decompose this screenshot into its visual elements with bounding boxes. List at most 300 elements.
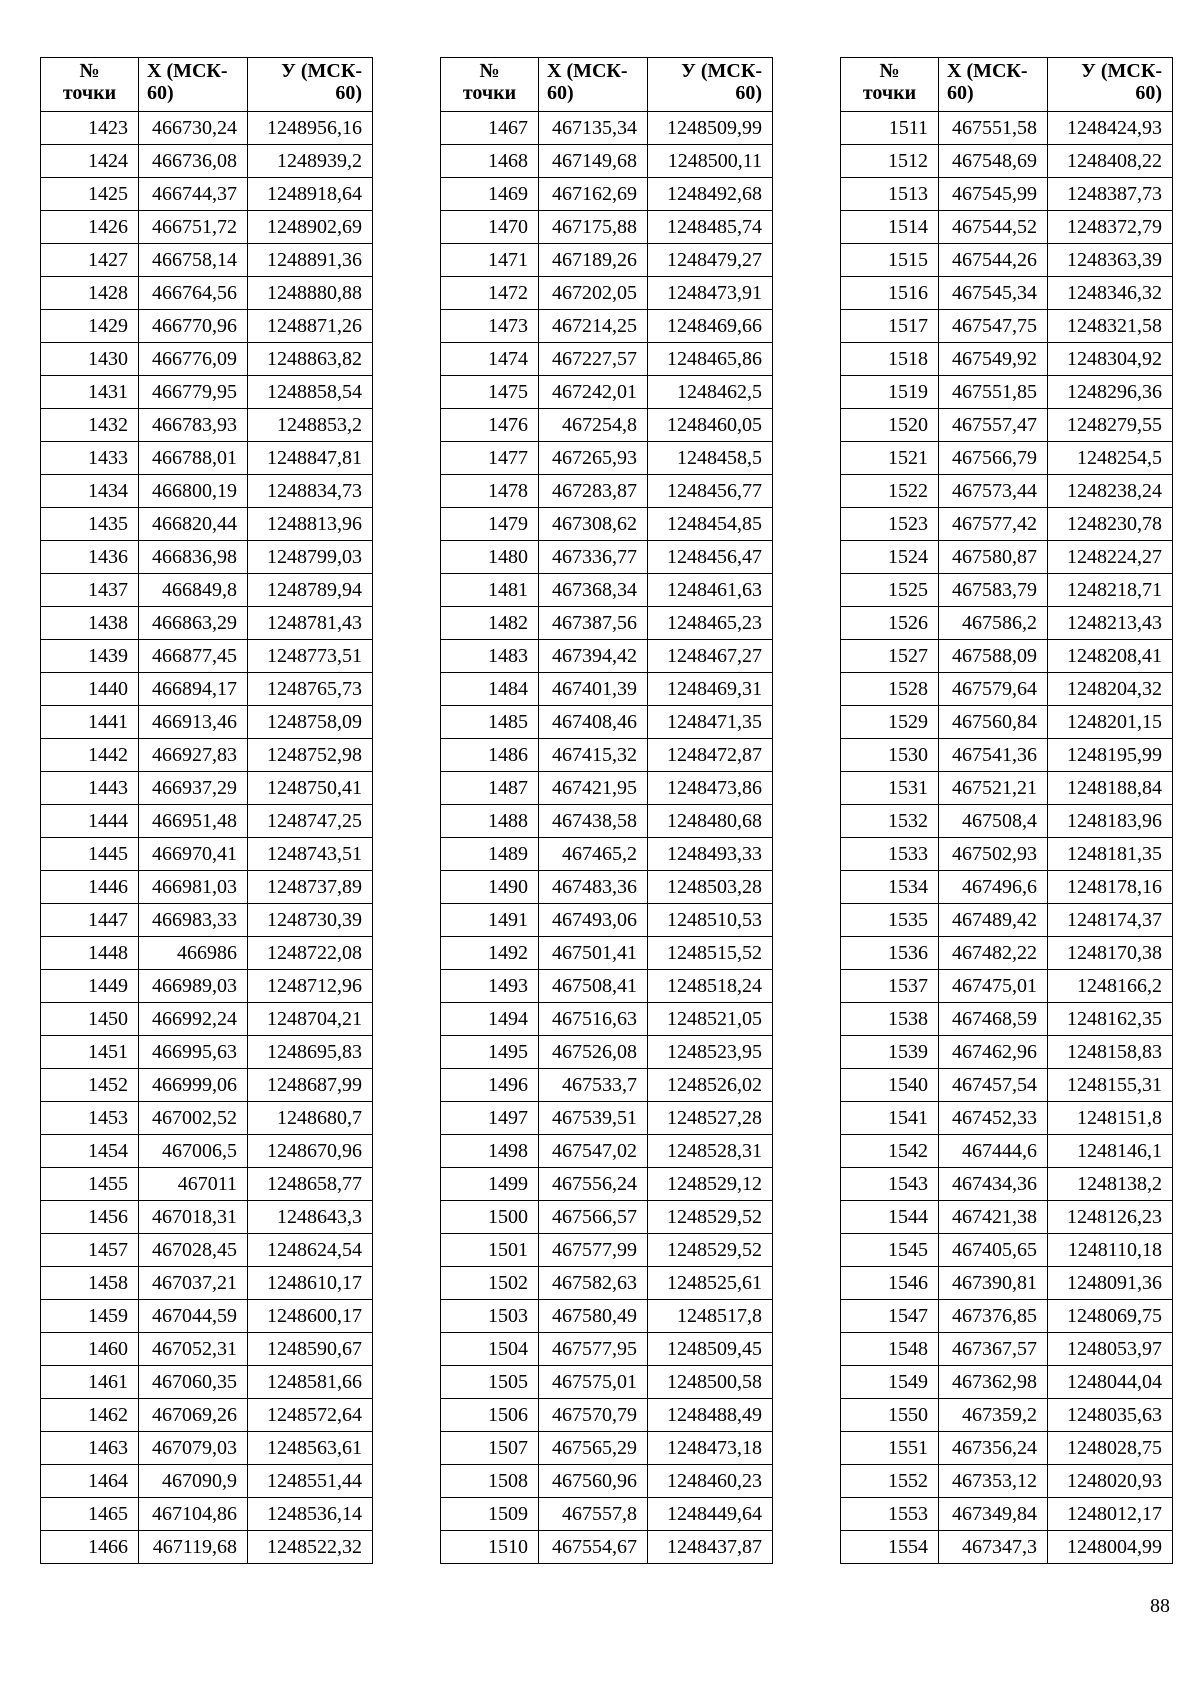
- y-coordinate-cell: 1248174,37: [1048, 904, 1173, 937]
- point-number-cell: 1474: [441, 343, 539, 376]
- point-number-cell: 1468: [441, 145, 539, 178]
- table-row: [441, 1399, 773, 1432]
- header-point-number: № точки: [441, 58, 539, 112]
- point-number-cell: 1499: [441, 1168, 539, 1201]
- table-row: [41, 574, 373, 607]
- table-row: [441, 607, 773, 640]
- y-coordinate-cell: 1248509,45: [648, 1333, 773, 1366]
- table-row: [41, 343, 373, 376]
- table-row: [841, 706, 1173, 739]
- table-row: [441, 376, 773, 409]
- y-coordinate-cell: 1248670,96: [248, 1135, 373, 1168]
- x-coordinate-cell: 467394,42: [539, 640, 648, 673]
- point-number-cell: 1488: [441, 805, 539, 838]
- point-number-cell: 1478: [441, 475, 539, 508]
- x-coordinate-cell: 467090,9: [139, 1465, 248, 1498]
- y-coordinate-cell: 1248551,44: [248, 1465, 373, 1498]
- y-coordinate-cell: 1248730,39: [248, 904, 373, 937]
- x-coordinate-cell: 467544,52: [939, 211, 1048, 244]
- point-number-cell: 1433: [41, 442, 139, 475]
- y-coordinate-cell: 1248230,78: [1048, 508, 1173, 541]
- point-number-cell: 1460: [41, 1333, 139, 1366]
- x-coordinate-cell: 467577,99: [539, 1234, 648, 1267]
- point-number-cell: 1500: [441, 1201, 539, 1234]
- y-coordinate-cell: 1248454,85: [648, 508, 773, 541]
- y-coordinate-cell: 1248155,31: [1048, 1069, 1173, 1102]
- point-number-cell: 1550: [841, 1399, 939, 1432]
- point-number-cell: 1423: [41, 112, 139, 145]
- x-coordinate-cell: 467401,39: [539, 673, 648, 706]
- table-row: [41, 871, 373, 904]
- point-number-cell: 1520: [841, 409, 939, 442]
- x-coordinate-cell: 467149,68: [539, 145, 648, 178]
- point-number-cell: 1486: [441, 739, 539, 772]
- x-coordinate-cell: 466995,63: [139, 1036, 248, 1069]
- table-row: [41, 937, 373, 970]
- coordinates-table-1: [40, 57, 373, 1564]
- table-row: [841, 409, 1173, 442]
- y-coordinate-cell: 1248424,93: [1048, 112, 1173, 145]
- y-coordinate-cell: 1248462,5: [648, 376, 773, 409]
- table-row: [441, 508, 773, 541]
- x-coordinate-cell: 466992,24: [139, 1003, 248, 1036]
- table-row: [841, 1201, 1173, 1234]
- point-number-cell: 1481: [441, 574, 539, 607]
- point-number-cell: 1449: [41, 970, 139, 1003]
- point-number-cell: 1473: [441, 310, 539, 343]
- table-row: [841, 211, 1173, 244]
- y-coordinate-cell: 1248834,73: [248, 475, 373, 508]
- x-coordinate-cell: 467376,85: [939, 1300, 1048, 1333]
- y-coordinate-cell: 1248743,51: [248, 838, 373, 871]
- x-coordinate-cell: 467489,42: [939, 904, 1048, 937]
- y-coordinate-cell: 1248536,14: [248, 1498, 373, 1531]
- table-row: [841, 871, 1173, 904]
- y-coordinate-cell: 1248472,87: [648, 739, 773, 772]
- y-coordinate-cell: 1248918,64: [248, 178, 373, 211]
- header-x-coordinate: X (МСК- 60): [939, 58, 1048, 112]
- x-coordinate-cell: 467560,84: [939, 706, 1048, 739]
- y-coordinate-cell: 1248460,05: [648, 409, 773, 442]
- y-coordinate-cell: 1248181,35: [1048, 838, 1173, 871]
- header-y-coordinate: У (МСК- 60): [648, 58, 773, 112]
- y-coordinate-cell: 1248473,86: [648, 772, 773, 805]
- x-coordinate-cell: 467336,77: [539, 541, 648, 574]
- point-number-cell: 1532: [841, 805, 939, 838]
- y-coordinate-cell: 1248012,17: [1048, 1498, 1173, 1531]
- point-number-cell: 1432: [41, 409, 139, 442]
- x-coordinate-cell: 467421,95: [539, 772, 648, 805]
- y-coordinate-cell: 1248956,16: [248, 112, 373, 145]
- x-coordinate-cell: 467069,26: [139, 1399, 248, 1432]
- table-row: [41, 673, 373, 706]
- table-row: [441, 1267, 773, 1300]
- y-coordinate-cell: 1248902,69: [248, 211, 373, 244]
- x-coordinate-cell: 467557,8: [539, 1498, 648, 1531]
- table-row: [41, 1234, 373, 1267]
- table-row: [41, 178, 373, 211]
- point-number-cell: 1493: [441, 970, 539, 1003]
- table-row: [41, 805, 373, 838]
- point-number-cell: 1444: [41, 805, 139, 838]
- y-coordinate-cell: 1248218,71: [1048, 574, 1173, 607]
- x-coordinate-cell: 467444,6: [939, 1135, 1048, 1168]
- table-row: [841, 1498, 1173, 1531]
- table-row: [441, 1069, 773, 1102]
- y-coordinate-cell: 1248880,88: [248, 277, 373, 310]
- point-number-cell: 1464: [41, 1465, 139, 1498]
- x-coordinate-cell: 467006,5: [139, 1135, 248, 1168]
- y-coordinate-cell: 1248722,08: [248, 937, 373, 970]
- table-row: [41, 244, 373, 277]
- table-row: [441, 475, 773, 508]
- y-coordinate-cell: 1248813,96: [248, 508, 373, 541]
- y-coordinate-cell: 1248773,51: [248, 640, 373, 673]
- x-coordinate-cell: 467135,34: [539, 112, 648, 145]
- table-row: [841, 1399, 1173, 1432]
- coordinates-table-2: [440, 57, 773, 1564]
- table-row: [841, 607, 1173, 640]
- table-row: [441, 244, 773, 277]
- y-coordinate-cell: 1248346,32: [1048, 277, 1173, 310]
- x-coordinate-cell: 467353,12: [939, 1465, 1048, 1498]
- point-number-cell: 1502: [441, 1267, 539, 1300]
- table-row: [41, 1201, 373, 1234]
- table-row: [441, 1168, 773, 1201]
- point-number-cell: 1548: [841, 1333, 939, 1366]
- table-row: [41, 772, 373, 805]
- y-coordinate-cell: 1248529,12: [648, 1168, 773, 1201]
- point-number-cell: 1440: [41, 673, 139, 706]
- table-row: [441, 1201, 773, 1234]
- y-coordinate-cell: 1248891,36: [248, 244, 373, 277]
- point-number-cell: 1494: [441, 1003, 539, 1036]
- y-coordinate-cell: 1248162,35: [1048, 1003, 1173, 1036]
- x-coordinate-cell: 467202,05: [539, 277, 648, 310]
- x-coordinate-cell: 467362,98: [939, 1366, 1048, 1399]
- x-coordinate-cell: 466849,8: [139, 574, 248, 607]
- point-number-cell: 1501: [441, 1234, 539, 1267]
- table-row: [41, 1300, 373, 1333]
- point-number-cell: 1424: [41, 145, 139, 178]
- y-coordinate-cell: 1248151,8: [1048, 1102, 1173, 1135]
- x-coordinate-cell: 467539,51: [539, 1102, 648, 1135]
- y-coordinate-cell: 1248465,23: [648, 607, 773, 640]
- x-coordinate-cell: 466779,95: [139, 376, 248, 409]
- x-coordinate-cell: 466877,45: [139, 640, 248, 673]
- point-number-cell: 1466: [41, 1531, 139, 1564]
- point-number-cell: 1445: [41, 838, 139, 871]
- point-number-cell: 1470: [441, 211, 539, 244]
- point-number-cell: 1509: [441, 1498, 539, 1531]
- x-coordinate-cell: 466820,44: [139, 508, 248, 541]
- x-coordinate-cell: 467359,2: [939, 1399, 1048, 1432]
- x-coordinate-cell: 466776,09: [139, 343, 248, 376]
- y-coordinate-cell: 1248473,18: [648, 1432, 773, 1465]
- y-coordinate-cell: 1248704,21: [248, 1003, 373, 1036]
- x-coordinate-cell: 467405,65: [939, 1234, 1048, 1267]
- table-row: [41, 1267, 373, 1300]
- table-row: [41, 1399, 373, 1432]
- point-number-cell: 1507: [441, 1432, 539, 1465]
- point-number-cell: 1459: [41, 1300, 139, 1333]
- page-number: 88: [1150, 1595, 1170, 1617]
- x-coordinate-cell: 466764,56: [139, 277, 248, 310]
- table-row: [441, 310, 773, 343]
- x-coordinate-cell: 467347,3: [939, 1531, 1048, 1564]
- table-row: [441, 970, 773, 1003]
- point-number-cell: 1511: [841, 112, 939, 145]
- point-number-cell: 1497: [441, 1102, 539, 1135]
- y-coordinate-cell: 1248521,05: [648, 1003, 773, 1036]
- table-row: [41, 1135, 373, 1168]
- y-coordinate-cell: 1248750,41: [248, 772, 373, 805]
- x-coordinate-cell: 467390,81: [939, 1267, 1048, 1300]
- point-number-cell: 1515: [841, 244, 939, 277]
- point-number-cell: 1534: [841, 871, 939, 904]
- x-coordinate-cell: 466989,03: [139, 970, 248, 1003]
- point-number-cell: 1535: [841, 904, 939, 937]
- y-coordinate-cell: 1248213,43: [1048, 607, 1173, 640]
- point-number-cell: 1506: [441, 1399, 539, 1432]
- y-coordinate-cell: 1248643,3: [248, 1201, 373, 1234]
- y-coordinate-cell: 1248408,22: [1048, 145, 1173, 178]
- x-coordinate-cell: 466970,41: [139, 838, 248, 871]
- y-coordinate-cell: 1248028,75: [1048, 1432, 1173, 1465]
- point-number-cell: 1528: [841, 673, 939, 706]
- x-coordinate-cell: 466744,37: [139, 178, 248, 211]
- table-row: [441, 178, 773, 211]
- point-number-cell: 1539: [841, 1036, 939, 1069]
- x-coordinate-cell: 467018,31: [139, 1201, 248, 1234]
- y-coordinate-cell: 1248858,54: [248, 376, 373, 409]
- point-number-cell: 1451: [41, 1036, 139, 1069]
- point-number-cell: 1427: [41, 244, 139, 277]
- x-coordinate-cell: 466913,46: [139, 706, 248, 739]
- table-row: [841, 673, 1173, 706]
- table-row: [41, 1465, 373, 1498]
- x-coordinate-cell: 467421,38: [939, 1201, 1048, 1234]
- point-number-cell: 1505: [441, 1366, 539, 1399]
- table-row: [841, 1300, 1173, 1333]
- x-coordinate-cell: 467570,79: [539, 1399, 648, 1432]
- header-y-coordinate: У (МСК- 60): [248, 58, 373, 112]
- table-row: [841, 1333, 1173, 1366]
- y-coordinate-cell: 1248254,5: [1048, 442, 1173, 475]
- y-coordinate-cell: 1248238,24: [1048, 475, 1173, 508]
- x-coordinate-cell: 467408,46: [539, 706, 648, 739]
- point-number-cell: 1522: [841, 475, 939, 508]
- x-coordinate-cell: 467214,25: [539, 310, 648, 343]
- table-row: [441, 673, 773, 706]
- y-coordinate-cell: 1248517,8: [648, 1300, 773, 1333]
- y-coordinate-cell: 1248304,92: [1048, 343, 1173, 376]
- table-row: [41, 970, 373, 1003]
- point-number-cell: 1441: [41, 706, 139, 739]
- y-coordinate-cell: 1248004,99: [1048, 1531, 1173, 1564]
- point-number-cell: 1496: [441, 1069, 539, 1102]
- table-row: [841, 574, 1173, 607]
- point-number-cell: 1435: [41, 508, 139, 541]
- x-coordinate-cell: 467508,4: [939, 805, 1048, 838]
- y-coordinate-cell: 1248863,82: [248, 343, 373, 376]
- y-coordinate-cell: 1248600,17: [248, 1300, 373, 1333]
- x-coordinate-cell: 467508,41: [539, 970, 648, 1003]
- x-coordinate-cell: 467349,84: [939, 1498, 1048, 1531]
- y-coordinate-cell: 1248456,77: [648, 475, 773, 508]
- point-number-cell: 1431: [41, 376, 139, 409]
- y-coordinate-cell: 1248458,5: [648, 442, 773, 475]
- y-coordinate-cell: 1248712,96: [248, 970, 373, 1003]
- y-coordinate-cell: 1248126,23: [1048, 1201, 1173, 1234]
- x-coordinate-cell: 467554,67: [539, 1531, 648, 1564]
- point-number-cell: 1434: [41, 475, 139, 508]
- x-coordinate-cell: 467356,24: [939, 1432, 1048, 1465]
- y-coordinate-cell: 1248523,95: [648, 1036, 773, 1069]
- table-row: [441, 1234, 773, 1267]
- y-coordinate-cell: 1248321,58: [1048, 310, 1173, 343]
- y-coordinate-cell: 1248590,67: [248, 1333, 373, 1366]
- x-coordinate-cell: 467189,26: [539, 244, 648, 277]
- table-header-row: [841, 58, 1173, 112]
- x-coordinate-cell: 467496,6: [939, 871, 1048, 904]
- y-coordinate-cell: 1248044,04: [1048, 1366, 1173, 1399]
- x-coordinate-cell: 467545,99: [939, 178, 1048, 211]
- table-row: [41, 145, 373, 178]
- y-coordinate-cell: 1248528,31: [648, 1135, 773, 1168]
- table-row: [41, 1036, 373, 1069]
- y-coordinate-cell: 1248183,96: [1048, 805, 1173, 838]
- x-coordinate-cell: 467579,64: [939, 673, 1048, 706]
- x-coordinate-cell: 466783,93: [139, 409, 248, 442]
- x-coordinate-cell: 467060,35: [139, 1366, 248, 1399]
- x-coordinate-cell: 467367,57: [939, 1333, 1048, 1366]
- x-coordinate-cell: 467547,75: [939, 310, 1048, 343]
- x-coordinate-cell: 467566,57: [539, 1201, 648, 1234]
- table-row: [441, 1531, 773, 1564]
- y-coordinate-cell: 1248035,63: [1048, 1399, 1173, 1432]
- x-coordinate-cell: 467044,59: [139, 1300, 248, 1333]
- point-number-cell: 1523: [841, 508, 939, 541]
- y-coordinate-cell: 1248387,73: [1048, 178, 1173, 211]
- table-row: [41, 112, 373, 145]
- table-row: [841, 277, 1173, 310]
- x-coordinate-cell: 467551,58: [939, 112, 1048, 145]
- y-coordinate-cell: 1248204,32: [1048, 673, 1173, 706]
- table-row: [41, 277, 373, 310]
- point-number-cell: 1547: [841, 1300, 939, 1333]
- header-point-number: № точки: [841, 58, 939, 112]
- point-number-cell: 1448: [41, 937, 139, 970]
- table-row: [41, 508, 373, 541]
- header-x-coordinate: X (МСК- 60): [539, 58, 648, 112]
- x-coordinate-cell: 467573,44: [939, 475, 1048, 508]
- point-number-cell: 1458: [41, 1267, 139, 1300]
- table-row: [841, 805, 1173, 838]
- table-row: [441, 739, 773, 772]
- point-number-cell: 1519: [841, 376, 939, 409]
- x-coordinate-cell: 467557,47: [939, 409, 1048, 442]
- header-point-number: № точки: [41, 58, 139, 112]
- table-row: [841, 145, 1173, 178]
- point-number-cell: 1457: [41, 1234, 139, 1267]
- point-number-cell: 1545: [841, 1234, 939, 1267]
- table-row: [841, 904, 1173, 937]
- table-row: [841, 1465, 1173, 1498]
- y-coordinate-cell: 1248170,38: [1048, 937, 1173, 970]
- table-row: [841, 1069, 1173, 1102]
- y-coordinate-cell: 1248493,33: [648, 838, 773, 871]
- x-coordinate-cell: 467265,93: [539, 442, 648, 475]
- x-coordinate-cell: 467493,06: [539, 904, 648, 937]
- point-number-cell: 1525: [841, 574, 939, 607]
- y-coordinate-cell: 1248053,97: [1048, 1333, 1173, 1366]
- table-row: [41, 475, 373, 508]
- x-coordinate-cell: 467079,03: [139, 1432, 248, 1465]
- point-number-cell: 1425: [41, 178, 139, 211]
- point-number-cell: 1426: [41, 211, 139, 244]
- point-number-cell: 1482: [441, 607, 539, 640]
- table-row: [41, 1168, 373, 1201]
- point-number-cell: 1439: [41, 640, 139, 673]
- point-number-cell: 1455: [41, 1168, 139, 1201]
- table-row: [41, 838, 373, 871]
- table-row: [41, 739, 373, 772]
- point-number-cell: 1543: [841, 1168, 939, 1201]
- point-number-cell: 1533: [841, 838, 939, 871]
- table-row: [841, 640, 1173, 673]
- point-number-cell: 1443: [41, 772, 139, 805]
- table-row: [441, 343, 773, 376]
- y-coordinate-cell: 1248680,7: [248, 1102, 373, 1135]
- y-coordinate-cell: 1248279,55: [1048, 409, 1173, 442]
- point-number-cell: 1524: [841, 541, 939, 574]
- y-coordinate-cell: 1248469,31: [648, 673, 773, 706]
- y-coordinate-cell: 1248110,18: [1048, 1234, 1173, 1267]
- table-row: [441, 1498, 773, 1531]
- x-coordinate-cell: 467516,63: [539, 1003, 648, 1036]
- table-row: [41, 1003, 373, 1036]
- point-number-cell: 1471: [441, 244, 539, 277]
- x-coordinate-cell: 466770,96: [139, 310, 248, 343]
- point-number-cell: 1540: [841, 1069, 939, 1102]
- x-coordinate-cell: 467457,54: [939, 1069, 1048, 1102]
- table-row: [441, 805, 773, 838]
- y-coordinate-cell: 1248687,99: [248, 1069, 373, 1102]
- table-row: [841, 1003, 1173, 1036]
- y-coordinate-cell: 1248509,99: [648, 112, 773, 145]
- x-coordinate-cell: 467521,21: [939, 772, 1048, 805]
- y-coordinate-cell: 1248473,91: [648, 277, 773, 310]
- y-coordinate-cell: 1248460,23: [648, 1465, 773, 1498]
- coordinates-table-3: [840, 57, 1173, 1564]
- y-coordinate-cell: 1248138,2: [1048, 1168, 1173, 1201]
- y-coordinate-cell: 1248510,53: [648, 904, 773, 937]
- table-row: [841, 937, 1173, 970]
- x-coordinate-cell: 466751,72: [139, 211, 248, 244]
- table-row: [41, 1432, 373, 1465]
- point-number-cell: 1475: [441, 376, 539, 409]
- x-coordinate-cell: 466927,83: [139, 739, 248, 772]
- point-number-cell: 1529: [841, 706, 939, 739]
- x-coordinate-cell: 466863,29: [139, 607, 248, 640]
- x-coordinate-cell: 467482,22: [939, 937, 1048, 970]
- point-number-cell: 1537: [841, 970, 939, 1003]
- x-coordinate-cell: 466999,06: [139, 1069, 248, 1102]
- point-number-cell: 1541: [841, 1102, 939, 1135]
- table-row: [441, 409, 773, 442]
- table-row: [441, 640, 773, 673]
